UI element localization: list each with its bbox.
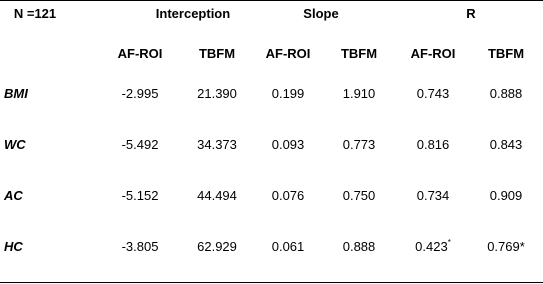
table-cell: 0.773: [342, 137, 376, 152]
table-cell: 0.734: [416, 188, 450, 203]
table-cell-with-footnote: [415, 239, 451, 255]
group-header-slope: Slope: [303, 6, 339, 21]
table-cell: 0.843: [489, 137, 523, 152]
table-cell: 0.061: [271, 239, 305, 254]
table-cell: 21.390: [197, 86, 237, 101]
table-cell: 0.769*: [487, 239, 525, 254]
table-cell: 0.093: [271, 137, 305, 152]
subheader-interception-tbfm: TBFM: [198, 46, 236, 61]
row-label-ac: AC: [4, 188, 23, 203]
table-cell: 0.743: [416, 86, 450, 101]
subheader-r-afroi: AF-ROI: [410, 46, 456, 61]
row-label-hc: HC: [4, 239, 23, 254]
group-header-interception: Interception: [155, 6, 231, 21]
table-cell-value: 0.423: [415, 239, 448, 254]
table-cell: 0.076: [271, 188, 305, 203]
table-cell: 0.199: [271, 86, 305, 101]
table-cell: 0.816: [416, 137, 450, 152]
table-cell: -5.492: [121, 137, 159, 152]
footnote-marker: *: [447, 238, 451, 247]
subheader-slope-tbfm: TBFM: [340, 46, 378, 61]
table-cell: -3.805: [121, 239, 159, 254]
table-bottom-rule: [0, 282, 543, 283]
table-cell: 62.929: [197, 239, 237, 254]
subheader-interception-afroi: AF-ROI: [117, 46, 163, 61]
row-label-bmi: BMI: [4, 86, 28, 101]
subheader-slope-afroi: AF-ROI: [265, 46, 311, 61]
n-label: N =121: [13, 6, 57, 21]
row-label-wc: WC: [4, 137, 26, 152]
group-header-r: R: [466, 6, 476, 21]
table-cell: -2.995: [121, 86, 159, 101]
table-cell: 44.494: [197, 188, 237, 203]
subheader-r-tbfm: TBFM: [487, 46, 525, 61]
table-cell: 34.373: [197, 137, 237, 152]
table-top-rule: [0, 0, 543, 1]
table-cell: 0.888: [342, 239, 376, 254]
table-cell: -5.152: [121, 188, 159, 203]
table-cell: 0.750: [342, 188, 376, 203]
table-cell: 0.909: [489, 188, 523, 203]
table-cell: 1.910: [342, 86, 376, 101]
table-cell: 0.888: [489, 86, 523, 101]
